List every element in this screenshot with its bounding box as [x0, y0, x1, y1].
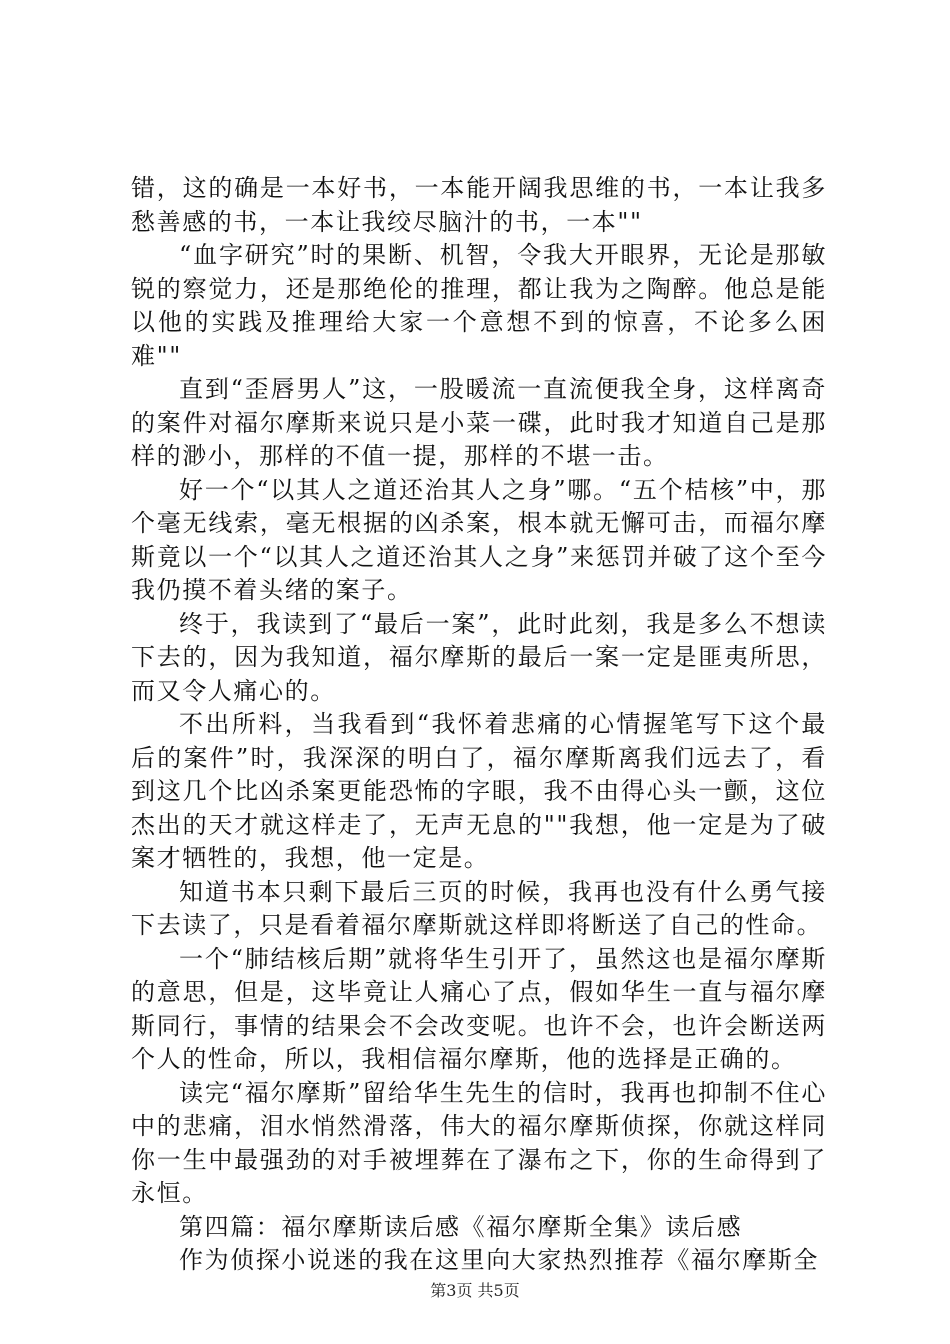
paragraph-7: 知道书本只剩下最后三页的时候，我再也没有什么勇气接下去读了，只是看着福尔摩斯就这样即将断送了自己的性命。 [131, 877, 827, 939]
section-heading: 第四篇：福尔摩斯读后感《福尔摩斯全集》读后感 [179, 1212, 743, 1241]
paragraph-5: 终于，我读到了“最后一案”，此时此刻，我是多么不想读下去的，因为我知道，福尔摩斯的最后一案一定是匪夷所思，而又令人痛心的。 [131, 609, 827, 705]
paragraph-2: “血字研究”时的果断、机智，令我大开眼界，无论是那敏锐的察觉力，还是那绝伦的推理，都让我为之陶醉。他总是能以他的实践及推理给大家一个意想不到的惊喜，不论多么困难"" [131, 241, 827, 370]
paragraph-8: 一个“肺结核后期”就将华生引开了，虽然这也是福尔摩斯的意思，但是，这毕竟让人痛心了点，假如华生一直与福尔摩斯同行，事情的结果会不会改变呢。也许不会，也许会断送两个人的性命，所以，我相信福尔摩斯，他的选择是正确的。 [131, 944, 827, 1073]
document-body [131, 172, 827, 1278]
paragraph-4: 好一个“以其人之道还治其人之身”哪。“五个桔核”中，那个毫无线索，毫无根据的凶杀案，根本就无懈可击，而福尔摩斯竟以一个“以其人之道还治其人之身”来惩罚并破了这个至今我仍摸不着头绪的案子。 [131, 475, 827, 604]
page-footer: 第3页 共5页 [430, 1281, 520, 1300]
paragraph-3: 直到“歪唇男人”这，一股暖流一直流便我全身，这样离奇的案件对福尔摩斯来说只是小菜一碟，此时我才知道自己是那样的渺小，那样的不值一提，那样的不堪一击。 [131, 375, 827, 470]
paragraph-10: 作为侦探小说迷的我在这里向大家热烈推荐《福尔摩斯全 [179, 1246, 819, 1274]
paragraph-6: 不出所料，当我看到“我怀着悲痛的心情握笔写下这个最后的案件”时，我深深的明白了，福尔摩斯离我们远去了，看到这几个比凶杀案更能恐怖的字眼，我不由得心头一颤，这位杰出的天才就这样走了，无声无息的""我想，他一定是为了破案才牺牲的，我想，他一定是。 [131, 710, 827, 872]
paragraph-1: 错，这的确是一本好书，一本能开阔我思维的书，一本让我多愁善感的书，一本让我绞尽脑汁的书，一本"" [131, 174, 827, 236]
paragraph-9: 读完“福尔摩斯”留给华生先生的信时，我再也抑制不住心中的悲痛，泪水悄然滑落，伟大的福尔摩斯侦探，你就这样同你一生中最强劲的对手被埋葬在了瀑布之下，你的生命得到了永恒。 [131, 1078, 827, 1207]
